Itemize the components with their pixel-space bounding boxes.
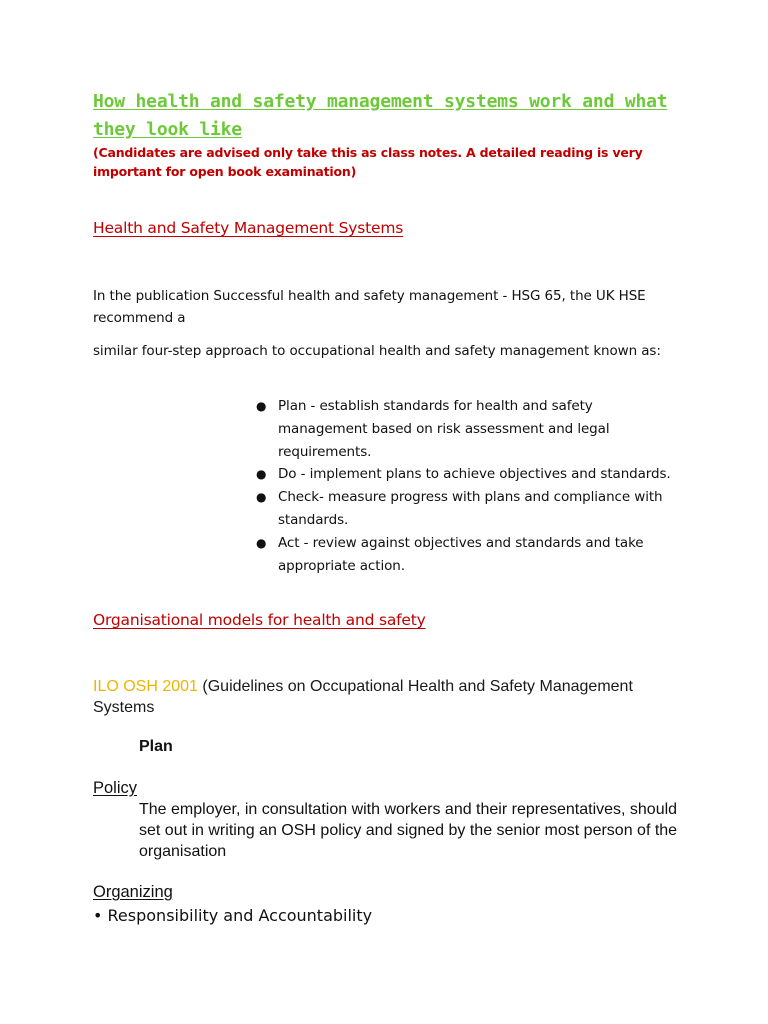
pdca-step-list [252, 395, 672, 577]
bullet-icon: ● [256, 535, 267, 550]
ilo-guidelines-line [93, 676, 693, 718]
ilo-code: ILO OSH 2001 [93, 678, 198, 695]
hsg65-paragraph-2: similar four-step approach to occupational health and safety management known as: [93, 343, 661, 359]
step-text: Check- measure progress with plans and compliance with standards. [278, 489, 663, 528]
list-item-check [252, 486, 672, 532]
bullet-icon: ● [256, 399, 267, 413]
hsg65-paragraph-1: In the publication Successful health and safety management - HSG 65, the UK HSE recommend a [93, 288, 646, 326]
organizing-item: • Responsibility and Accountability [93, 906, 373, 925]
ilo-description: (Guidelines on Occupational Health and Safety Management Systems [93, 678, 633, 716]
title-note: (Candidates are advised only take this as class notes. A detailed reading is very important for open book examination) [93, 145, 643, 179]
bullet-icon: ● [256, 467, 267, 482]
step-text: Do - implement plans to achieve objectives and standards. [278, 466, 671, 483]
section-heading-hsms: Health and Safety Management Systems [93, 219, 404, 237]
bullet-icon: ● [256, 490, 267, 505]
step-text: Plan - establish standards for health and safety management based on risk assessment and legal requirements. [278, 398, 610, 460]
plan-label: Plan [139, 738, 173, 755]
list-item-do [252, 463, 672, 486]
document-title: How health and safety management systems work and what they look like [93, 91, 668, 140]
step-text: Act - review against objectives and standards and take appropriate action. [278, 534, 644, 574]
list-item-act [252, 532, 672, 578]
policy-heading: Policy [93, 779, 138, 797]
organizing-heading: Organizing [93, 883, 173, 901]
policy-text: The employer, in consultation with workers and their representatives, should set out in writing an OSH policy and signed by the senior most person of the organisation [139, 801, 678, 860]
list-item-plan [252, 395, 672, 463]
section-heading-org-models: Organisational models for health and safety [93, 611, 426, 629]
